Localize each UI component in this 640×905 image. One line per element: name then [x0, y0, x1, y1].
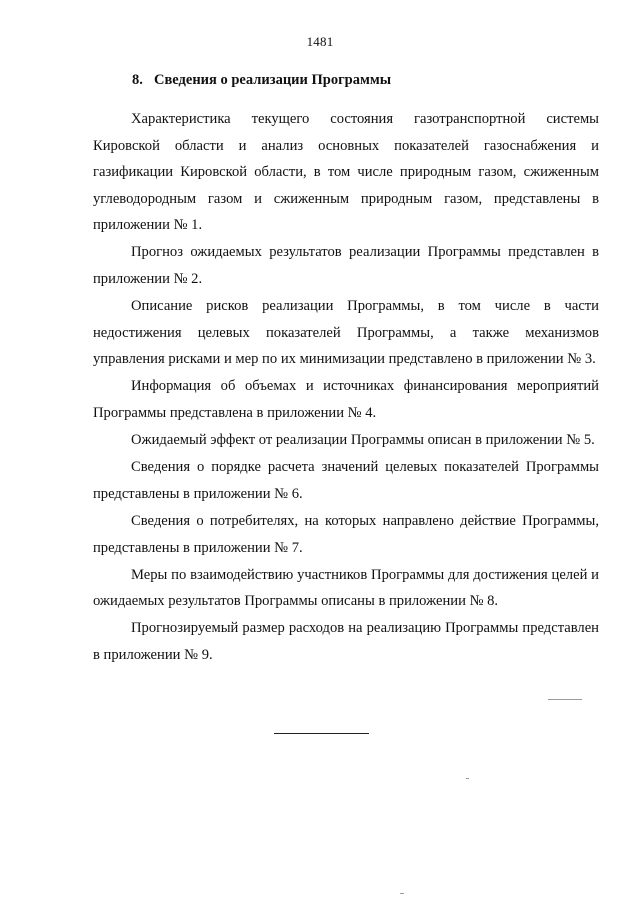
section-heading [132, 72, 391, 89]
scan-artifact [400, 893, 404, 894]
scan-artifact [466, 778, 469, 779]
paragraph-appendix-8: Меры по взаимодействию участников Программы для достижения целей и ожидаемых результатов Программы описаны в приложении № 8. [93, 566, 599, 610]
paragraph-appendix-7: Сведения о потребителях, на которых направлено действие Программы, представлены в приложении № 7. [93, 512, 599, 556]
section-end-rule [274, 733, 369, 734]
paragraph-appendix-1: Характеристика текущего состояния газотранспортной системы Кировской области и анализ основных показателей газоснабжения и газификации Кировской области, в том числе природным газом, сжиженным углеводородным газом и сжиженным природным газом, представлены в приложении № 1. [93, 111, 599, 234]
paragraph-appendix-4: Информация об объемах и источниках финансирования мероприятий Программы представлена в приложении № 4. [93, 378, 599, 422]
section-number: 8. [132, 72, 143, 88]
paragraph-appendix-6: Сведения о порядке расчета значений целевых показателей Программы представлены в приложении № 6. [93, 459, 599, 502]
section-title: Сведения о реализации Программы [154, 72, 392, 88]
paragraph-appendix-9: Прогнозируемый размер расходов на реализацию Программы представлен в приложении № 9. [93, 620, 599, 663]
section-body [93, 106, 599, 668]
paragraph-appendix-2: Прогноз ожидаемых результатов реализации Программы представлен в приложении № 2. [93, 244, 599, 288]
scan-artifact [548, 699, 582, 700]
paragraph-appendix-5: Ожидаемый эффект от реализации Программы описан в приложении № 5. [131, 432, 595, 449]
paragraph-appendix-3: Описание рисков реализации Программы, в том числе в части недостижения целевых показателей Программы, а также механизмов управления рисками и мер по их минимизации представлено в приложении № 3. [93, 298, 599, 368]
page-number: 1481 [306, 34, 334, 49]
